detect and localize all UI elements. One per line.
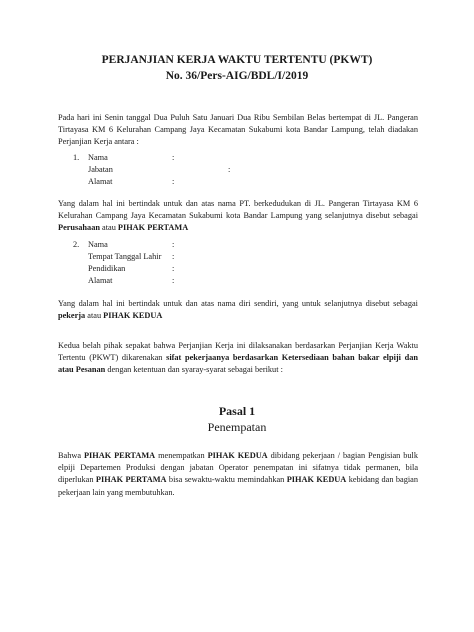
document-title: PERJANJIAN KERJA WAKTU TERTENTU (PKWT) [101,54,373,66]
party2-statement: Yang dalam hal ini bertindak untuk dan atas nama diri sendiri, yang untuk selanjutnya disebut sebagai pekerja atau PIHAK KEDUA [58,299,418,321]
pasal-paragraph: Bahwa PIHAK PERTAMA menempatkan PIHAK KEDUA dibidang pekerjaan / bagian Pengisian bulk elpiji Departemen Produksi dengan jabatan Operator penempatan ini sifatnya tidak permanen, bila diperlukan PIHAK PERTAMA bisa sewaktu-waktu memindahkan PIHAK KEDUA kebidang dan bagian pekerjaan lain yang membutuhkan. [58,451,419,497]
party2-colon-nama: : [172,240,175,249]
party1-colon-alamat: : [172,177,175,186]
intro-paragraph: Pada hari ini Senin tanggal Dua Puluh Satu Januari Dua Ribu Sembilan Belas bertempat di JL. Pangeran Tirtayasa KM 6 Kelurahan Campang Jaya Kecamatan Sukabumi kota Bandar Lampung, telah diadakan Perjanjian Kerja antara : [58,113,418,147]
party2-colon-ttl: : [172,252,175,261]
pasal-heading: Pasal 1 [218,404,256,418]
party2-label-ttl: Tempat Tanggal Lahir [88,252,162,261]
party2-fields [0,240,474,292]
agreement-paragraph: Kedua belah pihak sepakat bahwa Perjanjian Kerja ini dilaksanakan berdasarkan Perjanjian Kerja Waktu Tertentu (PKWT) dikarenakan sifat pekerjaanya berdasarkan Ketersediaan bahan bakar elpiji dan atau Pesanan dengan ketentuan dan syaray-syarat sebagai berikut : [58,341,418,375]
party2-colon-alamat: : [172,276,175,285]
party2-colon-pendidikan: : [172,264,175,273]
party1-number: 1. [73,153,80,162]
party1-label-alamat: Alamat [88,177,113,186]
party1-colon-nama: : [172,153,175,162]
party2-label-nama: Nama [88,240,108,249]
party1-colon-jabatan: : [228,165,231,174]
party2-label-pendidikan: Pendidikan [88,264,126,273]
party1-fields [0,153,474,193]
party1-label-nama: Nama [88,153,108,162]
pasal-subheading: Penempatan [207,420,267,434]
party2-number: 2. [73,240,80,249]
party2-label-alamat: Alamat [88,276,113,285]
party1-statement: Yang dalam hal ini bertindak untuk dan atas nama PT. berkedudukan di JL. Pangeran Tirtayasa KM 6 Kelurahan Campang Jaya Kecamatan Sukabumi kota Bandar Lampung yang selanjutnya disebut sebagai Perusahaan atau PIHAK PERTAMA [58,199,418,233]
party1-label-jabatan: Jabatan [88,165,113,174]
document-number: No. 36/Pers-AIG/BDL/I/2019 [165,70,309,82]
